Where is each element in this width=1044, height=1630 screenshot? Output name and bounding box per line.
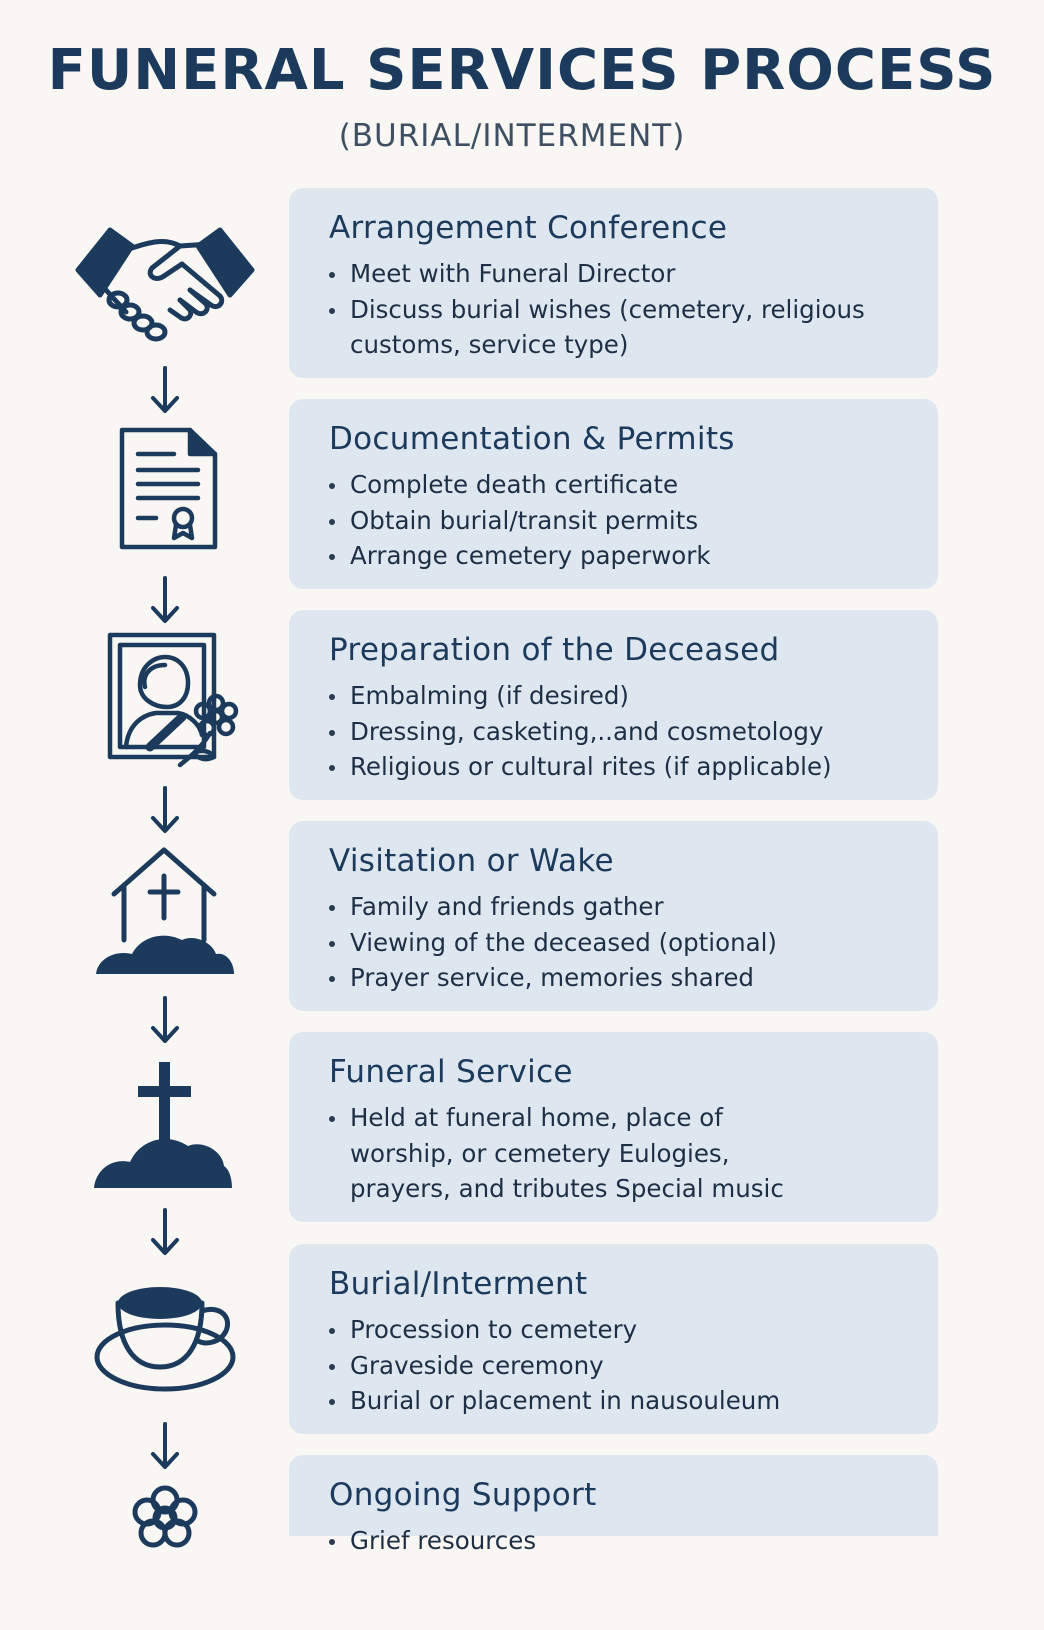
step-bullets <box>329 678 908 785</box>
page-title: FUNERAL SERVICES PROCESS <box>47 38 997 103</box>
step-bullet: Burial or placement in nausouleum <box>329 1383 908 1419</box>
arrow-down-icon <box>148 996 182 1046</box>
chapel-icon <box>70 830 260 990</box>
step-bullet: Procession to cemetery <box>329 1312 908 1348</box>
step-bullet: Prayer service, memories shared <box>329 960 908 996</box>
cup-saucer-icon <box>70 1255 260 1415</box>
step-card-documentation-permits <box>289 399 938 589</box>
step-bullet: Complete death certificate <box>329 467 908 503</box>
step-card-visitation-wake <box>289 821 938 1011</box>
step-heading: Ongoing Support <box>329 1477 597 1513</box>
step-heading: Arrangement Conference <box>329 210 728 246</box>
step-bullet: Arrange cemetery paperwork <box>329 538 908 574</box>
arrow-down-icon <box>148 366 182 416</box>
document-certificate-icon <box>70 420 260 580</box>
arrow-down-icon <box>148 576 182 626</box>
step-card-funeral-service <box>289 1032 938 1222</box>
flower-icon <box>70 1470 260 1630</box>
arrow-down-icon <box>148 1422 182 1472</box>
step-bullet: Meet with Funeral Director <box>329 256 908 292</box>
step-bullets <box>329 1523 908 1559</box>
step-bullet: Dressing, casketing,..and cosmetology <box>329 714 908 750</box>
step-card-ongoing-support <box>289 1455 938 1555</box>
step-bullet: Viewing of the deceased (optional) <box>329 925 908 961</box>
cross-hill-icon <box>70 1040 260 1200</box>
step-bullets <box>329 889 908 996</box>
page-subtitle: (BURIAL/INTERMENT) <box>338 118 686 154</box>
step-bullet: Religious or cultural rites (if applicable) <box>329 749 908 785</box>
portrait-flower-icon <box>70 625 260 785</box>
step-bullet: Grief resources <box>329 1523 908 1559</box>
step-heading: Visitation or Wake <box>329 843 614 879</box>
step-bullets <box>329 256 908 363</box>
step-bullets <box>329 1100 908 1207</box>
step-bullet: Embalming (if desired) <box>329 678 908 714</box>
step-card-burial-interment <box>289 1244 938 1434</box>
step-heading: Funeral Service <box>329 1054 573 1090</box>
step-bullet: Graveside ceremony <box>329 1348 908 1384</box>
step-heading: Preparation of the Deceased <box>329 632 780 668</box>
step-card-preparation-deceased <box>289 610 938 800</box>
handshake-icon <box>70 220 260 380</box>
step-bullet: Discuss burial wishes (cemetery, religious customs, service type) <box>329 292 908 363</box>
step-bullets <box>329 467 908 574</box>
arrow-down-icon <box>148 786 182 836</box>
step-heading: Documentation & Permits <box>329 421 735 457</box>
step-bullets <box>329 1312 908 1419</box>
step-bullet: Obtain burial/transit permits <box>329 503 908 539</box>
step-bullet: Family and friends gather <box>329 889 908 925</box>
step-heading: Burial/Interment <box>329 1266 588 1302</box>
step-bullet: Held at funeral home, place of worship, or cemetery Eulogies, prayers, and tributes Special music <box>329 1100 908 1207</box>
step-card-arrangement-conference <box>289 188 938 378</box>
arrow-down-icon <box>148 1208 182 1258</box>
